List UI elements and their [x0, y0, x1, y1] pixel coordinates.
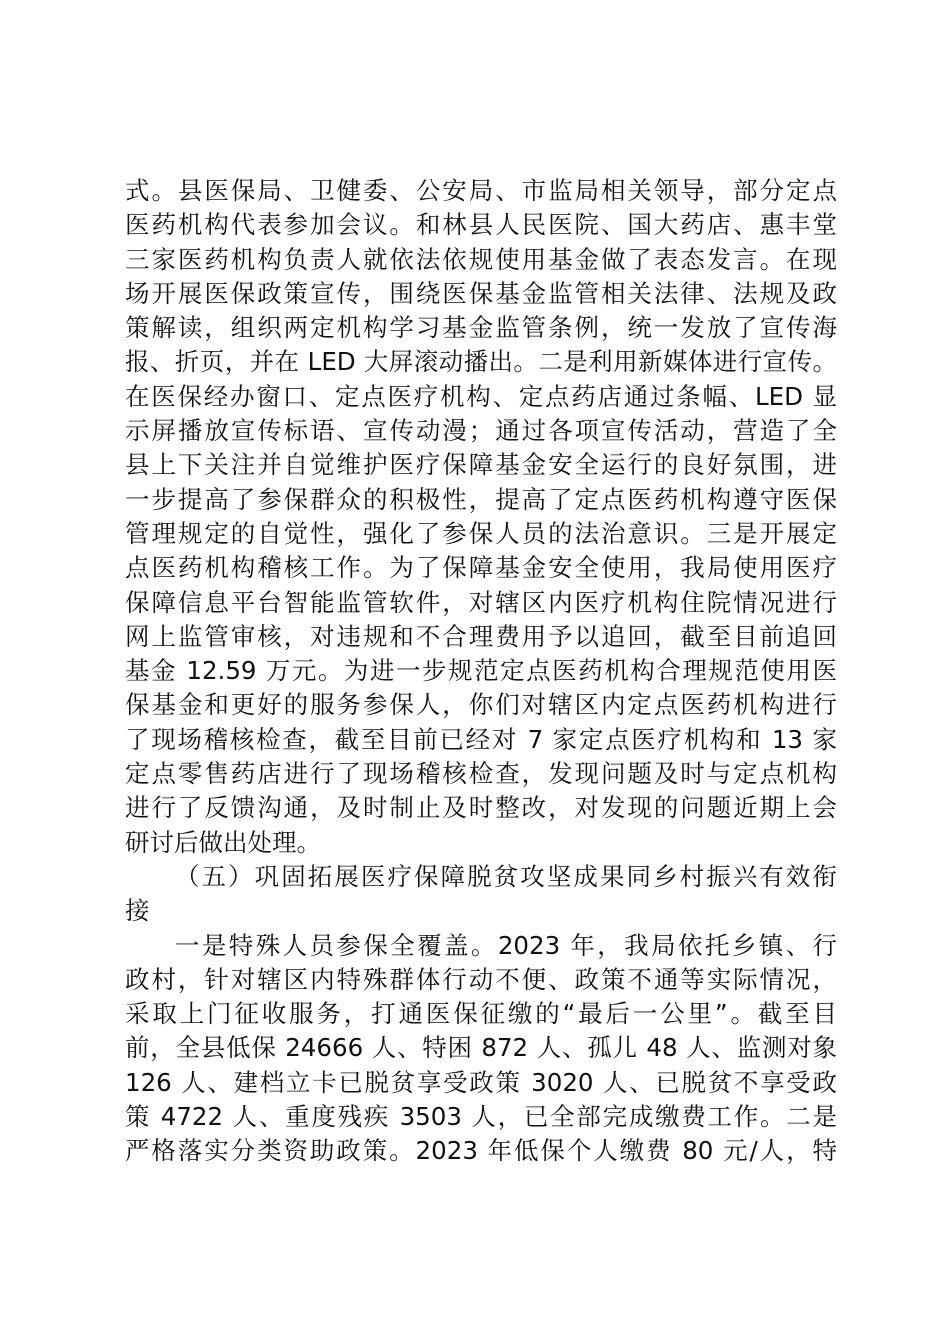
text-line: 一步提高了参保群众的积极性，提高了定点医药机构遵守医保 [125, 484, 837, 514]
text-line: 基金 12.59 万元。为进一步规范定点医药机构合理规范使用医 [125, 656, 837, 686]
text-line: 式。县医保局、卫健委、公安局、市监局相关领导，部分定点 [125, 176, 837, 205]
text-line: 在医保经办窗口、定点医疗机构、定点药店通过条幅、LED 显 [125, 381, 837, 411]
text-line: 进行了反馈沟通，及时制止及时整改，对发现的问题近期上会 [125, 793, 837, 823]
text-line: 前，全县低保 24666 人、特困 872 人、孤儿 48 人、监测对象 [125, 1033, 837, 1063]
text-line: 场开展医保政策宣传，围绕医保基金监管相关法律、法规及政 [125, 278, 837, 308]
text-line: 三家医药机构负责人就依法依规使用基金做了表态发言。在现 [125, 244, 837, 274]
text-line: 126 人、建档立卡已脱贫享受政策 3020 人、已脱贫不享受政 [125, 1067, 837, 1097]
text-line: 保障信息平台智能监管软件，对辖区内医疗机构住院情况进行 [125, 587, 837, 617]
text-line: 网上监管审核，对违规和不合理费用予以追回，截至目前追回 [125, 621, 837, 651]
text-line: 了现场稽核检查，截至目前已经对 7 家定点医疗机构和 13 家 [125, 724, 837, 754]
section-heading: （五）巩固拓展医疗保障脱贫攻坚成果同乡村振兴有效衔 [175, 861, 837, 891]
text-line: 点医药机构稽核工作。为了保障基金安全使用，我局使用医疗 [125, 553, 837, 583]
text-line: 策 4722 人、重度残疾 3503 人，已全部完成缴费工作。二是 [125, 1102, 837, 1132]
text-line: 管理规定的自觉性，强化了参保人员的法治意识。三是开展定 [125, 518, 837, 548]
body-text [125, 174, 837, 1169]
text-line: 策解读，组织两定机构学习基金监管条例，统一发放了宣传海 [125, 313, 837, 343]
text-line: 研讨后做出处理。 [125, 827, 321, 857]
text-line: 政村，针对辖区内特殊群体行动不便、政策不通等实际情况， [125, 964, 837, 994]
text-line: 医药机构代表参加会议。和林县人民医院、国大药店、惠丰堂 [125, 210, 837, 240]
section-heading-continued: 接 [125, 896, 150, 926]
text-line: 采取上门征收服务，打通医保征缴的“最后一公里”。截至目 [125, 999, 837, 1029]
text-line: 定点零售药店进行了现场稽核检查，发现问题及时与定点机构 [125, 759, 837, 789]
text-line: 严格落实分类资助政策。2023 年低保个人缴费 80 元/人，特 [125, 1136, 837, 1166]
text-line: 县上下关注并自觉维护医疗保障基金安全运行的良好氛围，进 [125, 450, 837, 480]
text-line: 一是特殊人员参保全覆盖。2023 年，我局依托乡镇、行 [175, 930, 837, 960]
text-line: 报、折页，并在 LED 大屏滚动播出。二是利用新媒体进行宣传。 [125, 347, 837, 377]
text-line: 示屏播放宣传标语、宣传动漫；通过各项宣传活动，营造了全 [125, 416, 837, 446]
text-line: 保基金和更好的服务参保人，你们对辖区内定点医药机构进行 [125, 690, 837, 720]
